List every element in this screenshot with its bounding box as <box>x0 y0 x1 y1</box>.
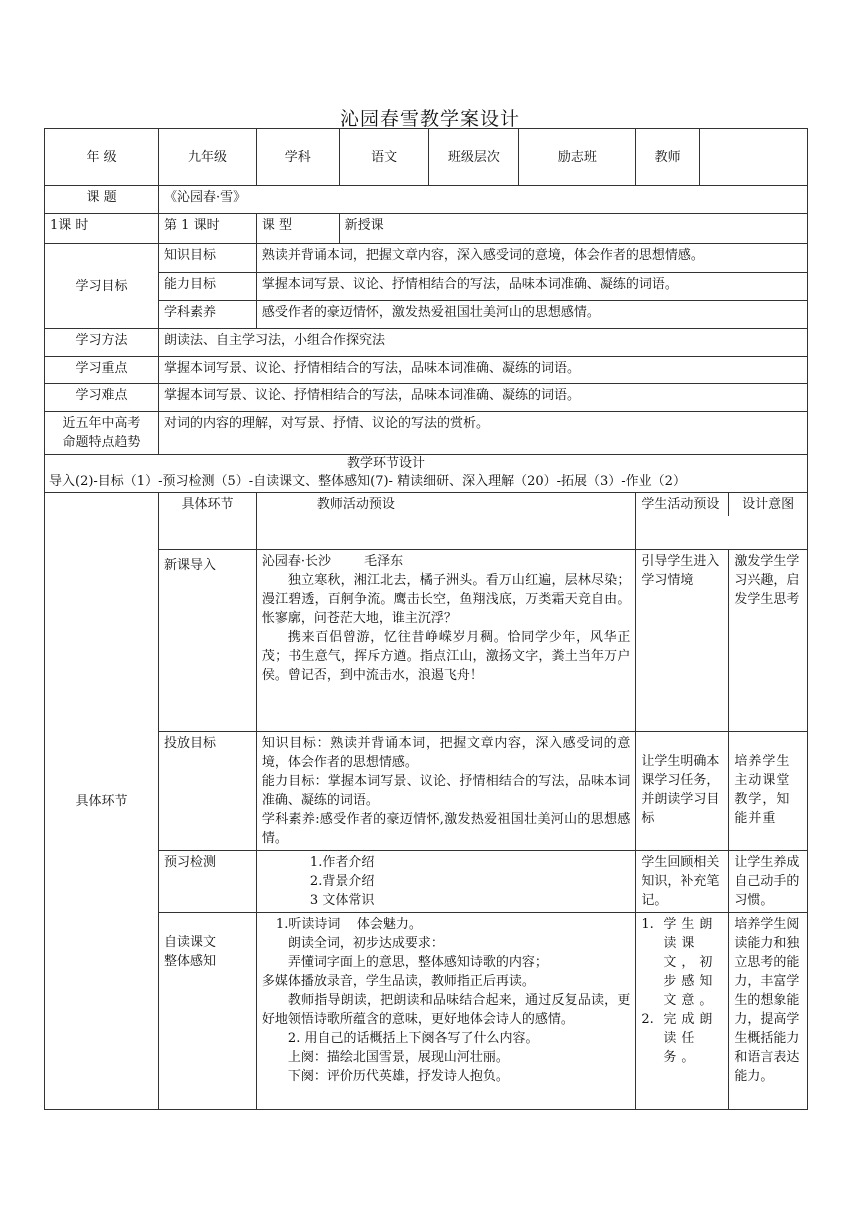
step-row <box>45 550 808 732</box>
subject-label: 学科 <box>256 129 339 186</box>
step-student-intent <box>636 732 808 851</box>
step-intent: 激发学生学习兴趣，启发学生思考 <box>734 554 800 607</box>
lesson-type-label: 课 型 <box>256 214 339 244</box>
step-teacher <box>256 913 635 1110</box>
col-student-intent <box>636 493 808 550</box>
step-teacher <box>256 732 635 851</box>
objectives-label: 学习目标 <box>45 244 159 329</box>
teacher-value <box>699 129 807 186</box>
reading-line: 多媒体播放录音，学生品读，教师指正后再读。 <box>261 974 535 989</box>
col-intent: 设计意图 <box>742 497 795 512</box>
objective-name: 能力目标 <box>159 273 257 301</box>
step-student: 引导学生进入学习情境 <box>636 550 729 731</box>
goal-line: 学科素养:感受作者的豪迈情怀,激发热爱祖国壮美河山的思想感情。 <box>261 812 631 846</box>
objective-row <box>45 273 808 301</box>
trend-label <box>45 412 159 455</box>
teacher-label: 教师 <box>636 129 700 186</box>
steps-label: 具体环节 <box>45 493 159 1110</box>
step-name <box>159 913 257 1110</box>
step-intent: 培养学生主动课堂教学，知能并重 <box>734 754 791 826</box>
student-list-item <box>641 915 723 1010</box>
difficulty-label: 学习难点 <box>45 384 159 412</box>
trend-row <box>45 412 808 455</box>
reading-line: 2. 用自己的话概括上下阕各写了什么内容。 <box>287 1031 539 1046</box>
reading-line: 上阕：描绘北国雪景，展现山河壮丽。 <box>287 1050 509 1065</box>
step-student-list <box>636 913 729 1109</box>
step-student: 学生回顾相关知识，补充笔记。 <box>636 851 729 912</box>
trend-text: 对词的内容的理解，对写景、抒情、议论的写法的赏析。 <box>159 412 808 455</box>
method-row <box>45 329 808 357</box>
period-row <box>45 214 808 244</box>
step-name-line: 整体感知 <box>164 954 217 969</box>
reading-line: 1.听读诗词 体会魅力。 <box>275 917 422 932</box>
step-row <box>45 913 808 1110</box>
student-list-item <box>641 1010 723 1067</box>
focus-text: 掌握本词写景、议论、抒情相结合的写法，品味本词准确、凝练的词语。 <box>159 357 808 384</box>
step-row <box>45 851 808 913</box>
preview-item: 2.背景介绍 <box>309 874 375 889</box>
objective-text: 掌握本词写景、议论、抒情相结合的写法，品味本词准确、凝练的词语。 <box>256 273 807 301</box>
difficulty-row <box>45 384 808 412</box>
student-list-number: 1. <box>641 917 654 932</box>
focus-row <box>45 357 808 384</box>
class-level-label: 班级层次 <box>429 129 519 186</box>
poem-title: 沁园春·长沙 毛泽东 <box>261 554 404 569</box>
student-list-text: 完成朗读任务。 <box>663 1012 718 1065</box>
design-heading: 教学环节设计 <box>346 456 425 471</box>
subject-value: 语文 <box>339 129 429 186</box>
step-intent: 培养学生阅读能力和独立思考的能力，丰富学生的想象能力，提高学生概括能力和语言表达能力。 <box>734 917 800 1084</box>
step-student: 让学生明确本课学习任务，并朗读学习目标 <box>636 732 729 850</box>
focus-label: 学习重点 <box>45 357 159 384</box>
design-row <box>45 455 808 493</box>
objective-name: 知识目标 <box>159 244 257 273</box>
difficulty-text: 掌握本词写景、议论、抒情相结合的写法，品味本词准确、凝练的词语。 <box>159 384 808 412</box>
step-name-line: 自读课文 <box>164 935 217 950</box>
document-title: 沁园春雪教学案设计 <box>339 108 520 130</box>
method-label: 学习方法 <box>45 329 159 357</box>
step-student-intent <box>636 913 808 1110</box>
goal-line: 知识目标：熟读并背诵本词，把握文章内容，深入感受词的意境，体会作者的思想情感。 <box>261 736 631 770</box>
objective-row <box>45 301 808 329</box>
step-row <box>45 732 808 851</box>
step-teacher <box>256 851 635 913</box>
lesson-plan-table <box>44 128 808 1110</box>
reading-line: 下阕：评价历代英雄，抒发诗人抱负。 <box>287 1069 509 1084</box>
period-value: 第 1 课时 <box>159 214 257 244</box>
student-list-text: 学生朗读课文，初步感知文意。 <box>663 917 718 1008</box>
lesson-type-value: 新授课 <box>339 214 807 244</box>
objective-row <box>45 244 808 273</box>
preview-item: 3 文体常识 <box>309 893 375 908</box>
steps-header-row <box>45 493 808 550</box>
goal-line: 能力目标：掌握本词写景、议论、抒情相结合的写法，品味本词准确、凝练的词语。 <box>261 774 631 808</box>
col-step: 具体环节 <box>159 493 257 550</box>
step-teacher <box>256 550 635 732</box>
step-student-intent <box>636 851 808 913</box>
step-name: 新课导入 <box>159 550 257 732</box>
method-text: 朗读法、自主学习法，小组合作探究法 <box>159 329 808 357</box>
trend-label-line: 命题特点趋势 <box>62 435 141 450</box>
col-student: 学生活动预设 <box>636 493 729 516</box>
topic-row <box>45 186 808 214</box>
design-flow: 导入(2)-目标（1）-预习检测（5）-自读课文、整体感知(7)- 精读细研、深入理解（20）-拓展（3）-作业（2） <box>49 474 686 489</box>
poem-paragraph: 独立寒秋，湘江北去，橘子洲头。看万山红遍，层林尽染；漫江碧透，百舸争流。鹰击长空，鱼翔浅底，万类霜天竞自由。 怅寥廓，问苍茫大地，谁主沉浮？ <box>261 573 631 626</box>
objective-text: 熟读并背诵本词，把握文章内容，深入感受词的意境，体会作者的思想情感。 <box>256 244 807 273</box>
period-label: 1课 时 <box>45 214 159 244</box>
objective-text: 感受作者的豪迈情怀，激发热爱祖国壮美河山的思想感情。 <box>256 301 807 329</box>
topic-value: 《沁园春·雪》 <box>159 186 808 214</box>
col-teacher: 教师活动预设 <box>256 493 635 550</box>
grade-value: 九年级 <box>159 129 257 186</box>
reading-line: 朗读全词，初步达成要求： <box>287 936 444 951</box>
reading-line: 教师指导朗读，把朗读和品味结合起来，通过反复品读，更好地领悟诗歌所蕴含的意味，更好地体会诗人的感情。 <box>261 993 631 1027</box>
poem-paragraph: 携来百侣曾游，忆往昔峥嵘岁月稠。恰同学少年，风华正茂；书生意气，挥斥方遒。指点江山，激扬文字，粪土当年万户侯。曾记否，到中流击水，浪遏飞舟！ <box>261 630 631 683</box>
student-list-number: 2. <box>641 1012 654 1027</box>
design-cell <box>45 455 808 493</box>
reading-line: 弄懂词字面上的意思，整体感知诗歌的内容； <box>287 955 548 970</box>
step-name: 投放目标 <box>159 732 257 851</box>
step-intent: 让学生养成自己动手的习惯。 <box>734 855 800 908</box>
header-row <box>45 129 808 186</box>
grade-label: 年 级 <box>45 129 159 186</box>
preview-item: 1.作者介绍 <box>309 855 375 870</box>
class-level-value: 励志班 <box>519 129 636 186</box>
step-student-intent <box>636 550 808 732</box>
step-name: 预习检测 <box>159 851 257 913</box>
trend-label-line: 近五年中高考 <box>62 416 141 431</box>
objective-name: 学科素养 <box>159 301 257 329</box>
topic-label: 课 题 <box>45 186 159 214</box>
